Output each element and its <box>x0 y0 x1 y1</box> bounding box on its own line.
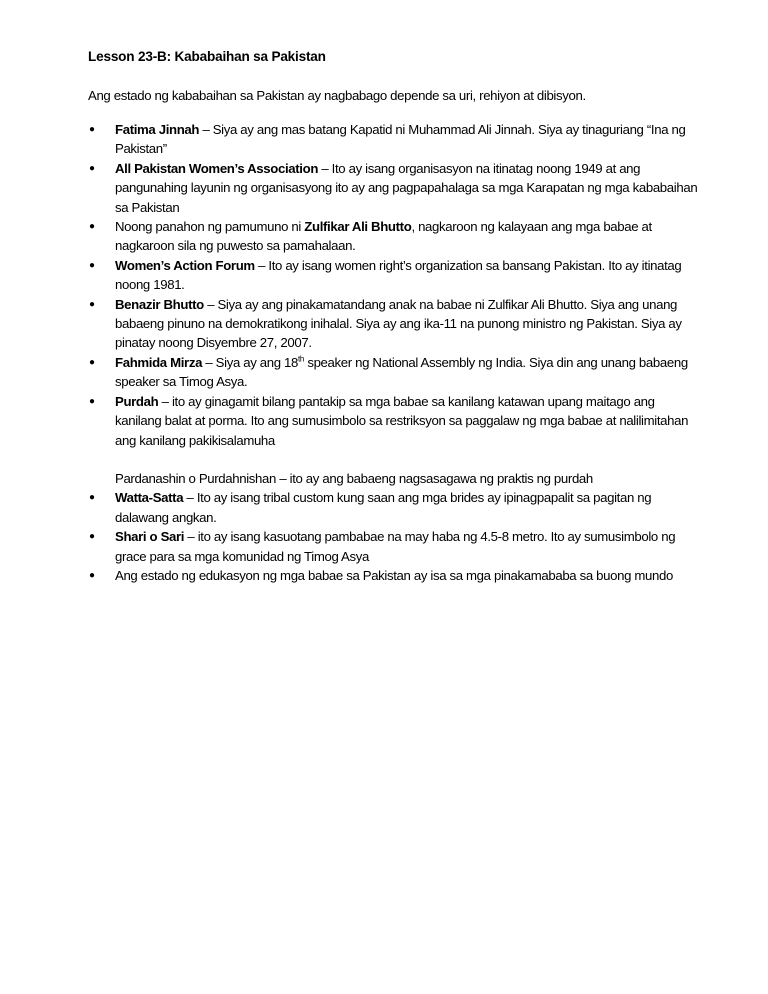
definition: – Siya ay ang mas batang Kapatid ni Muhammad Ali Jinnah. Siya ay tinaguriang “Ina ng Pakistan” <box>115 122 686 157</box>
spacer <box>88 450 698 469</box>
term: Shari o Sari <box>115 529 185 545</box>
bullet-icon: ● <box>89 395 95 407</box>
list-item-apwa <box>88 159 698 217</box>
definition: – Siya ay ang pinakamatandang anak na babae ni Zulfikar Ali Bhutto. Siya ang unang babaeng pinuno na demokratikong inihalal. Siya ay ang ika-11 na punong ministro ng Pakistan. Siya ay pinatay noong Disyembre 27, 2007. <box>115 296 682 351</box>
list-item-edukasyon <box>88 566 698 585</box>
term: Benazir Bhutto <box>115 296 204 312</box>
bullet-icon: ● <box>89 356 95 368</box>
term: All Pakistan Women’s Association <box>115 160 319 176</box>
list-item-purdah <box>88 392 698 450</box>
list-item-fatima-jinnah <box>88 120 698 159</box>
bullet-icon: ● <box>89 221 95 233</box>
list-item-pardanashin <box>88 469 698 488</box>
definition: – Ito ay isang women right’s organization sa bansang Pakistan. Ito ay itinatag noong 1981. <box>115 257 682 293</box>
list-item-shari-o-sari <box>88 527 698 566</box>
term: Purdah <box>115 393 159 409</box>
list-item-watta-satta <box>88 488 698 527</box>
term: Watta-Satta <box>115 490 184 506</box>
list-item-womens-action-forum <box>88 256 698 295</box>
definition-continued: speaker ng National Assembly ng India. Siya din ang unang babaeng speaker sa Timog Asya. <box>115 354 688 390</box>
ordinal-suffix: th <box>298 354 305 364</box>
definition: – ito ay ang babaeng nagsasagawa ng praktis ng purdah <box>276 470 593 486</box>
bullet-icon: ● <box>89 492 95 504</box>
bullet-icon: ● <box>89 259 95 271</box>
bullet-icon: ● <box>89 298 95 310</box>
definition: , nagkaroon ng kalayaan ang mga babae at nagkaroon sila ng puwesto sa pamahalaan. <box>115 219 652 254</box>
term: Fahmida Mirza <box>115 354 203 370</box>
term: Zulfikar Ali Bhutto <box>304 219 412 235</box>
term: Women’s Action Forum <box>115 257 255 273</box>
bullet-list <box>88 120 698 585</box>
definition: – ito ay isang kasuotang pambabae na may haba ng 4.5-8 metro. Ito ay sumusimbolo ng grace para sa mga komunidad ng Timog Asya <box>115 529 676 564</box>
bullet-icon: ● <box>89 531 95 543</box>
bullet-icon: ● <box>89 124 95 135</box>
definition-prefix: Noong panahon ng pamumuno ni <box>115 219 305 235</box>
bullet-icon: ● <box>89 569 95 581</box>
definition: Ang estado ng edukasyon ng mga babae sa Pakistan ay isa sa mga pinakamababa sa buong mundo <box>115 567 673 583</box>
definition: – Siya ay ang 18 <box>202 354 299 370</box>
definition: – Ito ay isang tribal custom kung saan ang mga brides ay ipinagpapalit sa pagitan ng dalawang angkan. <box>115 490 652 525</box>
definition: – Ito ay isang organisasyon na itinatag noong 1949 at ang pangunahing layunin ng organisasyong ito ay ang pagpapahalaga sa mga Karapatan ng mga kababaihan sa Pakistan <box>115 160 698 215</box>
list-item-benazir-bhutto <box>88 295 698 353</box>
intro-paragraph: Ang estado ng kababaihan sa Pakistan ay nagbabago depende sa uri, rehiyon at dibisyon. <box>88 88 586 103</box>
term: Fatima Jinnah <box>115 122 200 137</box>
list-item-zulfikar-bhutto <box>88 217 698 256</box>
term: Pardanashin o Purdahnishan <box>115 470 276 486</box>
list-item-fahmida-mirza <box>88 353 698 392</box>
page-title: Lesson 23-B: Kababaihan sa Pakistan <box>88 49 326 64</box>
definition: – ito ay ginagamit bilang pantakip sa mga babae sa kanilang katawan upang maitago ang kanilang balat at porma. Ito ang sumusimbolo sa restriksyon sa paggalaw ng mga babae at nalilimitahan ang kanilang pakikisalamuha <box>115 393 689 448</box>
bullet-icon: ● <box>89 162 95 174</box>
